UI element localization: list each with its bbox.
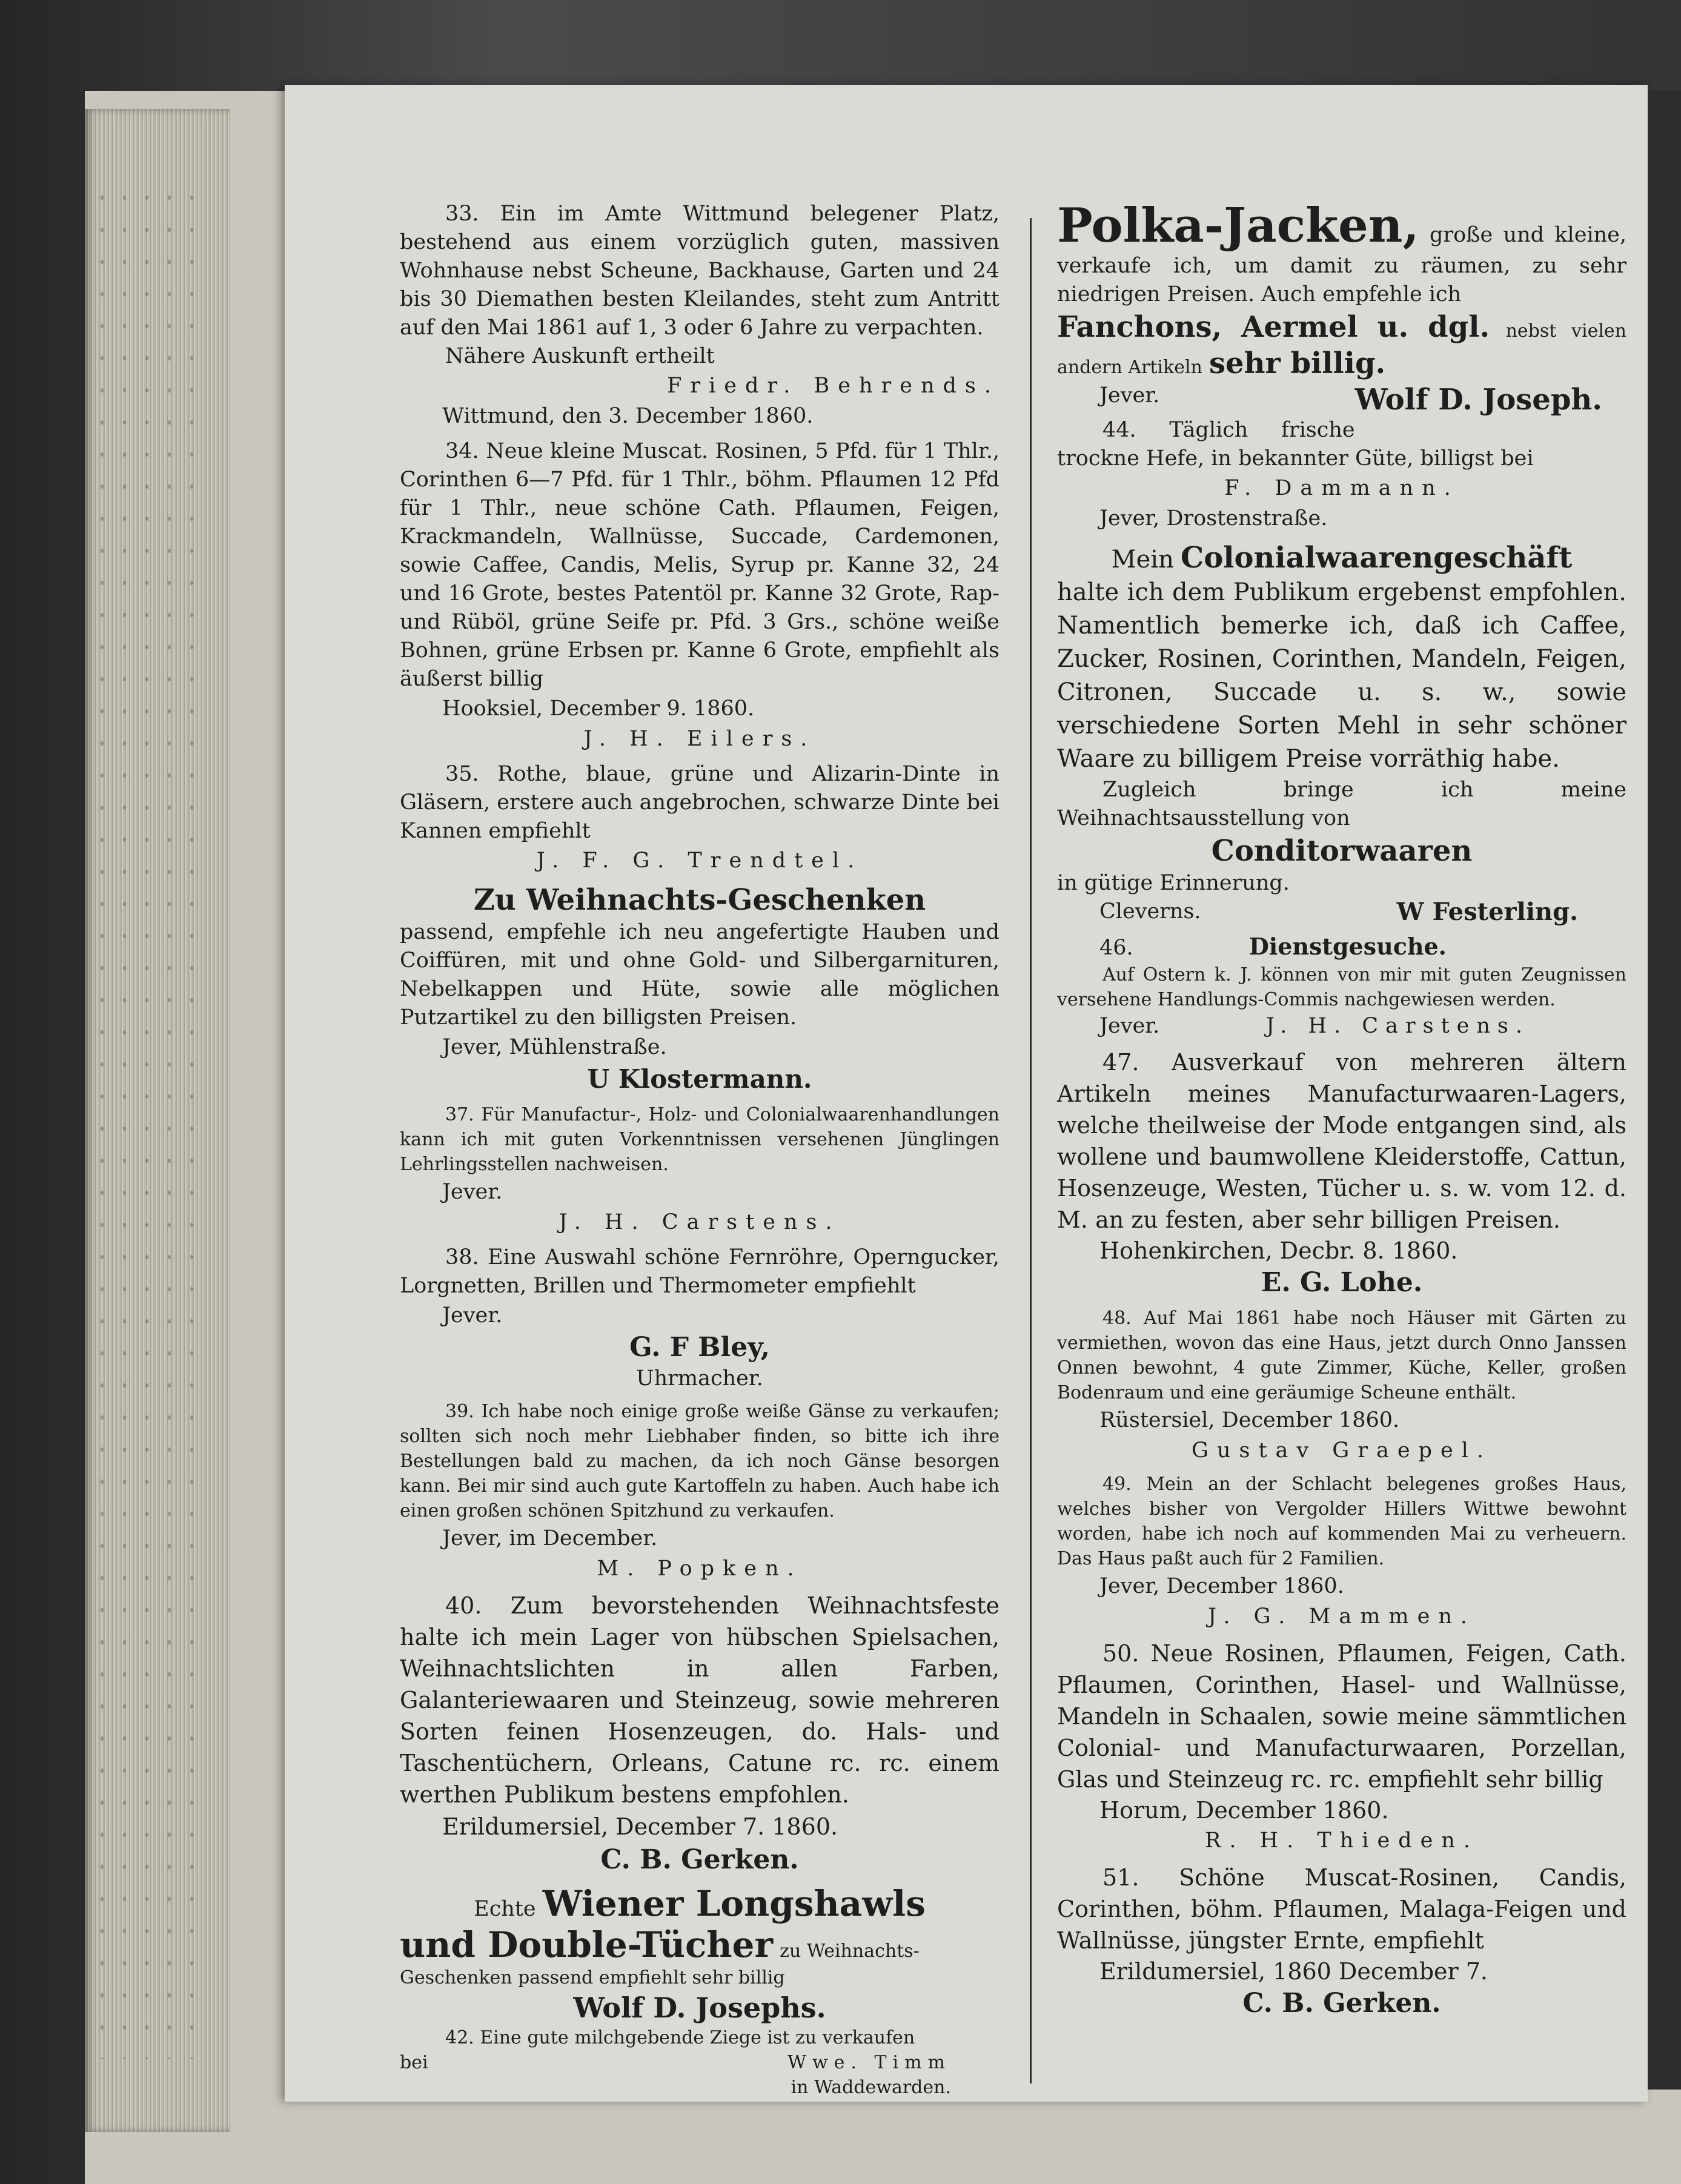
ad-41 <box>400 1883 1000 2025</box>
ad-suffix: zu Weihnachts- <box>780 1941 920 1962</box>
ad-text: Auf Ostern k. J. können von mir mit guten Zeugnissen versehene Handlungs-Commis nachgewiesen werden. <box>1057 964 1626 1010</box>
ad-38 <box>400 1243 1000 1393</box>
ad-text: 50. Neue Rosinen, Pflaumen, Feigen, Cath. Pflaumen, Corinthen, Hasel- und Wallnüsse, Mandeln in Schaalen, sowie meine sämmtlichen Colonial- und Manufacturwaaren, Porzellan, Glas und Steinzeug rc. rc. empfiehlt sehr billig <box>1057 1640 1626 1793</box>
ad-place: Erildumersiel, 1860 December 7. <box>1099 1958 1488 1985</box>
ad-46 <box>1057 932 1626 1041</box>
ad-text: große und kleine, verkaufe ich, um damit zu räumen, zu sehr niedrigen Preisen. Auch empfehle ich <box>1057 223 1626 306</box>
ad-place: Jever. <box>1099 1014 1160 1038</box>
ad-signer: U Klostermann. <box>587 1064 812 1094</box>
ad-signer: M. Popken. <box>597 1557 803 1581</box>
ad-text: 44. Täglich frische trockne Hefe, in bekannter Güte, billigst bei <box>1057 418 1534 471</box>
ad-signer: C. B. Gerken. <box>1242 1988 1441 2019</box>
ad-text: 34. Neue kleine Muscat. Rosinen, 5 Pfd. für 1 Thlr., Corinthen 6—7 Pfd. für 1 Thlr., böhm. Pflaumen 12 Pfd für 1 Thlr., neue schöne Cath. Pflaumen, Feigen, Krackmandeln, Wallnüsse, Succade, Cardemonen, sowie Caffee, Candis, Melis, Syrup pr. Kanne 32, 24 und 16 Grote, bestes Patentöl pr. Kanne 32 Grote, Rap- und Rüböl, grüne Seife pr. Pfd. 3 Grs., schöne weiße Bohnen, grüne Erbsen pr. Kanne 6 Grote, empfiehlt als äußerst billig <box>400 439 1000 691</box>
ad-text: 48. Auf Mai 1861 habe noch Häuser mit Gärten zu vermiethen, wovon das eine Haus, jetzt durch Onno Janssen Onnen bewohnt, 4 gute Zimmer, Küche, Keller, großen Bodenraum und eine geräumige Scheune enthält. <box>1057 1308 1626 1403</box>
ad-signer: Gustav Graepel. <box>1192 1438 1492 1463</box>
ad-signer: Wwe. Timm <box>787 2052 951 2073</box>
foxing-spots <box>91 182 212 2059</box>
ad-place: Jever, Drostenstraße. <box>1099 506 1328 531</box>
ad-text: 38. Eine Auswahl schöne Fernröhre, Operngucker, Lorgnetten, Brillen und Thermometer empfiehlt <box>400 1245 1000 1298</box>
ad-headline: Polka-Jacken, <box>1057 198 1419 253</box>
ad-number: 46. <box>1099 936 1133 960</box>
ad-headline-2: und Double-Tücher <box>400 1924 773 1965</box>
ad-signer: J. F. G. Trendtel. <box>536 849 863 873</box>
ad-place: Jever. <box>442 1303 503 1328</box>
ad-text-3: in gütige Erinnerung. <box>1057 871 1290 895</box>
ad-place: in Waddewarden. <box>791 2077 951 2098</box>
ad-text: 47. Ausverkauf von mehreren ältern Artikeln meines Manufacturwaaren-Lagers, welche theilweise der Mode entgangen sind, als wollene und baumwollene Kleiderstoffe, Cattun, Hosenzeuge, Westen, Tücher u. s. w. vom 12. d. M. an zu festen, aber sehr billigen Preisen. <box>1057 1049 1626 1233</box>
column-rule <box>1030 218 1032 2083</box>
ad-39 <box>400 1399 1000 1584</box>
ad-signer: F. Dammann. <box>1224 476 1459 500</box>
ad-35 <box>400 760 1000 876</box>
left-column <box>400 200 1000 2100</box>
ad-place: Wittmund, den 3. December 1860. <box>442 404 814 428</box>
ad-42 <box>400 2025 1000 2100</box>
ad-place: Rüstersiel, December 1860. <box>1099 1408 1400 1432</box>
ad-signer: J. H. Carstens. <box>1265 1014 1530 1038</box>
ad-signer: J. G. Mammen. <box>1208 1604 1476 1629</box>
ad-text: 51. Schöne Muscat-Rosinen, Candis, Corinthen, böhm. Pflaumen, Malaga-Feigen und Wallnüsse, jüngster Ernte, empfiehlt <box>1057 1864 1626 1954</box>
ad-text: 39. Ich habe noch einige große weiße Gänse zu verkaufen; sollten sich noch mehr Liebhaber finden, so bitte ich ihre Bestellungen bald zu machen, da ich noch Gänse besorgen kann. Bei mir sind auch gute Kartoffeln zu haben. Auch habe ich einen großen schönen Spitzhund zu verkaufen. <box>400 1401 1000 1521</box>
ad-50 <box>1057 1638 1626 1856</box>
ad-text: 49. Mein an der Schlacht belegenes großes Haus, welches bisher von Vergolder Hillers Wittwe bewohnt worden, habe ich noch auf kommenden Mai zu verheuern. Das Haus paßt auch für 2 Familien. <box>1057 1474 1626 1569</box>
ad-place: Erildumersiel, December 7. 1860. <box>442 1813 838 1840</box>
ad-headline: Colonialwaarengeschäft <box>1180 541 1573 575</box>
ad-text: 37. Für Manufactur-, Holz- und Colonialwaarenhandlungen kann ich mit guten Vorkenntnissen versehenen Jünglingen Lehrlingsstellen nachweisen. <box>400 1104 1000 1175</box>
ad-36 <box>400 882 1000 1096</box>
ad-signer: Wolf D. Josephs. <box>573 1991 826 2024</box>
ad-43 <box>1057 198 1627 417</box>
ad-headline-2: Conditorwaaren <box>1211 834 1473 868</box>
ad-text: passend, empfehle ich neu angefertigte Hauben und Coiffüren, mit und ohne Gold- und Silbergarnituren, Nebelkappen und Hüte, sowie alle möglichen Putzartikel zu den billigsten Preisen. <box>400 920 1000 1030</box>
ad-51 <box>1057 1862 1626 2020</box>
ad-bold-1: Fanchons, Aermel u. dgl. <box>1057 310 1490 344</box>
ad-signer: J. H. Carstens. <box>559 1210 841 1234</box>
ad-signer: J. H. Eilers. <box>583 727 816 751</box>
ad-45 <box>1057 540 1626 926</box>
ad-text-2: Zugleich bringe ich meine Weihnachtsausstellung von <box>1057 778 1626 830</box>
ad-signer: C. B. Gerken. <box>600 1844 799 1875</box>
ad-role: Uhrmacher. <box>636 1366 763 1391</box>
ad-signer: E. G. Lohe. <box>1261 1267 1423 1298</box>
ad-text: 33. Ein im Amte Wittmund belegener Platz, bestehend aus einem vorzüglich guten, massiven Wohnhause nebst Scheune, Backhause, Garten und 24 bis 30 Diemathen besten Kleilandes, steht zum Antritt auf den Mai 1861 auf 1, 3 oder 6 Jahre zu verpachten. <box>400 202 1000 340</box>
ad-place: Cleverns. <box>1099 899 1201 924</box>
ad-headline: Dienstgesuche. <box>1248 933 1447 960</box>
ad-34 <box>400 437 1000 754</box>
ad-place: Jever, im December. <box>442 1526 658 1550</box>
ad-signer: G. F Bley, <box>629 1332 770 1363</box>
ad-place: Jever, December 1860. <box>1099 1574 1344 1598</box>
ad-text: halte ich dem Publikum ergebenst empfohlen. Namentlich bemerke ich, daß ich Caffee, Zucker, Rosinen, Corinthen, Mandeln, Feigen, Citronen, Succade u. s. w., sowie verschiedene Sorten Mehl in sehr schöner Waare zu billigem Preise vorräthig habe. <box>1057 578 1626 773</box>
ad-49 <box>1057 1472 1626 1632</box>
ad-47 <box>1057 1047 1626 1300</box>
ad-bold-2: sehr billig. <box>1209 346 1386 380</box>
ad-40 <box>400 1590 1000 1877</box>
ad-text: 40. Zum bevorstehenden Weihnachtsfeste halte ich mein Lager von hübschen Spielsachen, Weihnachtslichten in allen Farben, Galanteriewaaren und Steinzeug, sowie mehreren Sorten feinen Hosenzeugen, do. Hals- und Taschentüchern, Orleans, Catune rc. rc. einem werthen Publikum bestens empfohlen. <box>400 1592 1000 1808</box>
ad-signer: Wolf D. Joseph. <box>1354 383 1602 417</box>
ad-headline: Zu Weihnachts-Geschenken <box>473 883 926 917</box>
ad-text: Geschenken passend empfiehlt sehr billig <box>400 1967 785 1988</box>
ad-place: Jever, Mühlenstraße. <box>442 1035 667 1059</box>
binding-strip <box>1648 91 1681 2090</box>
ad-signer: R. H. Thieden. <box>1205 1828 1479 1853</box>
ad-place: Horum, December 1860. <box>1099 1797 1389 1824</box>
ad-48 <box>1057 1306 1626 1466</box>
ad-44 <box>1057 416 1626 534</box>
ad-place: Hooksiel, December 9. 1860. <box>442 697 755 721</box>
ad-prefix: Echte <box>474 1897 536 1921</box>
ad-text: 35. Rothe, blaue, grüne und Alizarin-Dinte in Gläsern, erstere auch angebrochen, schwarze Dinte bei Kannen empfiehlt <box>400 762 1000 843</box>
ad-lead: Mein <box>1111 546 1174 574</box>
ad-signer: Friedr. Behrends. <box>667 374 1000 398</box>
ad-37 <box>400 1102 1000 1237</box>
ad-text-2: nebst vielen andern Artikeln <box>1057 320 1627 378</box>
ad-place: Jever. <box>1099 383 1160 408</box>
right-column <box>1057 200 1626 2020</box>
ad-place: Hohenkirchen, Decbr. 8. 1860. <box>1099 1237 1458 1264</box>
ad-signer: W Festerling. <box>1396 898 1578 926</box>
ad-place: Jever. <box>442 1180 503 1204</box>
ad-headline-1: Wiener Longshawls <box>542 1883 926 1924</box>
ad-33 <box>400 200 1000 431</box>
ad-note: Nähere Auskunft ertheilt <box>445 344 715 368</box>
ad-bei: bei <box>400 2052 428 2073</box>
ad-text: 42. Eine gute milchgebende Ziege ist zu verkaufen <box>445 2027 915 2048</box>
